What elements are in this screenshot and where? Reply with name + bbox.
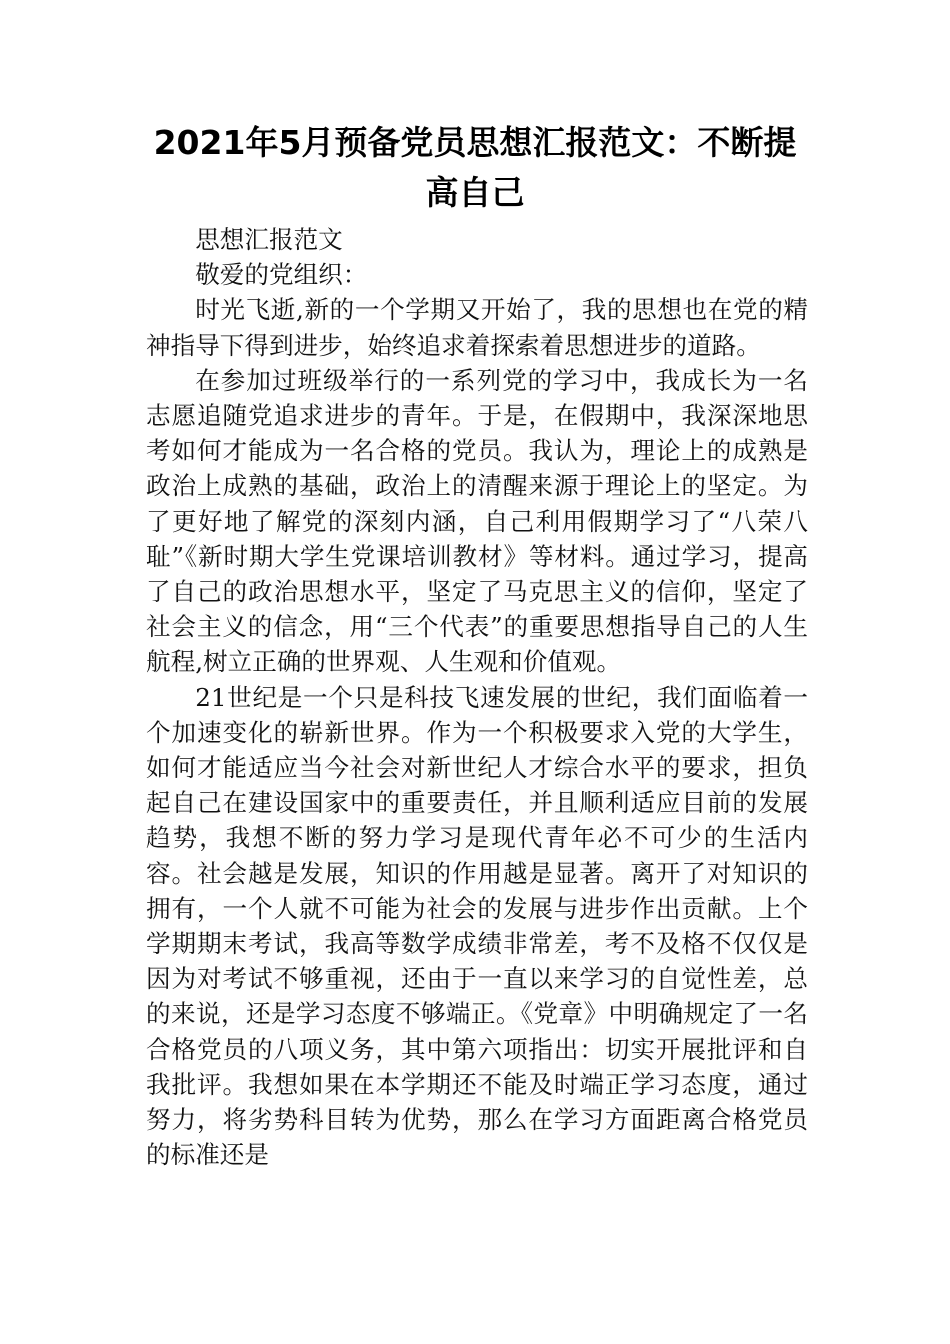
document-title: 2021年5月预备党员思想汇报范文：不断提高自己	[153, 123, 797, 212]
paragraph-century: 21世纪是一个只是科技飞速发展的世纪，我们面临着一个加速变化的崭新世界。作为一个积极要求入党的大学生，如何才能适应当今社会对新世纪人才综合水平的要求，担负起自己在建设国家中的重要责任，并且顺利适应目前的发展趋势，我想不断的努力学习是现代青年必不可少的生活内容。社会越是发展，知识的作用越是显著。离开了对知识的拥有，一个人就不可能为社会的发展与进步作出贡献。上个学期期末考试，我高等数学成绩非常差，考不及格不仅仅是因为对考试不够重视，还由于一直以来学习的自觉性差，总的来说，还是学习态度不够端正。《党章》中明确规定了一名合格党员的八项义务，其中第六项指出：切实开展批评和自我批评。我想如果在本学期还不能及时端正学习态度，通过努力，将劣势科目转为优势，那么在学习方面距离合格党员的标准还是	[146, 682, 808, 1170]
paragraph-salutation: 敬爱的党组织：	[195, 260, 368, 290]
document-body	[146, 222, 808, 1172]
paragraph-doc-type: 思想汇报范文	[195, 225, 343, 254]
paragraph-study: 在参加过班级举行的一系列党的学习中，我成长为一名志愿追随党追求进步的青年。于是，在假期中，我深深地思考如何才能成为一名合格的党员。我认为，理论上的成熟是政治上成熟的基础，政治上的清醒来源于理论上的坚定。为了更好地了解党的深刻内涵，自己利用假期学习了“八荣八耻”《新时期大学生党课培训教材》等材料。通过学习，提高了自己的政治思想水平，坚定了马克思主义的信仰，坚定了社会主义的信念，用“三个代表”的重要思想指导自己的人生航程,树立正确的世界观、人生观和价值观。	[146, 365, 808, 677]
paragraph-intro: 时光飞逝,新的一个学期又开始了，我的思想也在党的精神指导下得到进步，始终追求着探索着思想进步的道路。	[146, 295, 808, 360]
